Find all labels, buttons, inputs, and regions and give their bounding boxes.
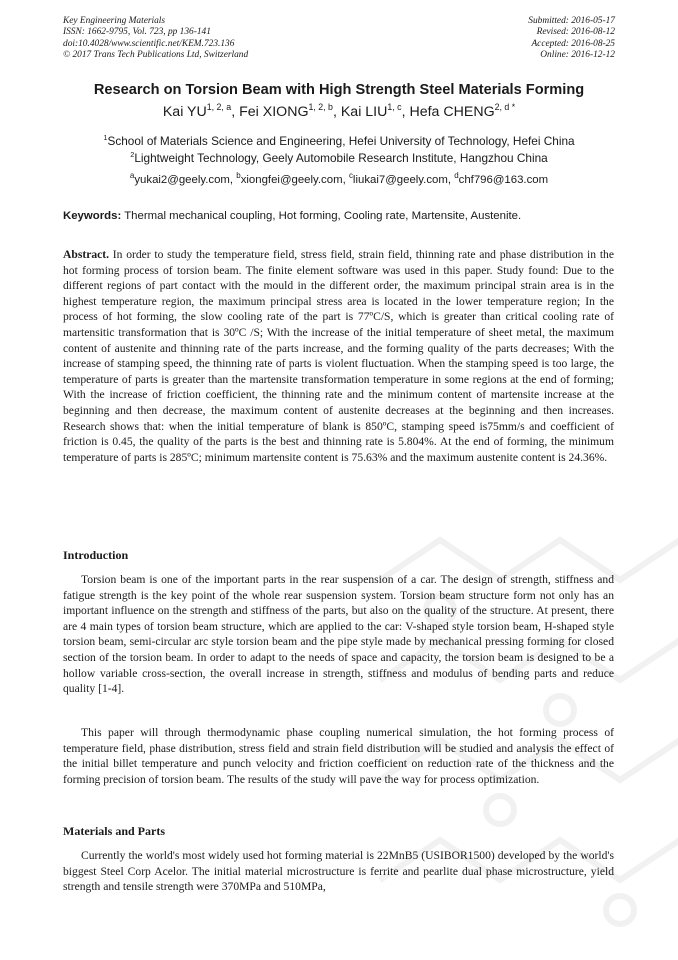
email-list: $^a$yukai2@geely.com, $^b$xiongfei@geely.com, $^c$liukai7@geely.com, $^d$chf796@163.com [129, 170, 549, 186]
doi-line: doi:10.4028/www.scientific.net/KEM.723.136 [63, 38, 235, 49]
author-affiliation-marker: 1, 2, a [206, 102, 232, 113]
journal-name: Key Engineering Materials [63, 16, 166, 26]
author-name: Fei XIONG [239, 104, 309, 120]
email-address: chf796@163.com [458, 174, 549, 186]
submitted-date: Submitted: 2016-05-17 [528, 16, 615, 26]
affiliation-text: School of Materials Science and Engineering, Hefei University of Technology, Hefei China [107, 134, 575, 148]
introduction-paragraph-1: Torsion beam is one of the important parts in the rear suspension of a car. The design of strength, stiffness and fatigue strength is the key point of the whole rear suspension system. Torsion beam structure form not only has an important influence on the strength and stiffness of the parts, but also on the quality of the structure. At present, there are 4 main types of torsion beam structure, which are applied to the car: V-shaped style torsion beam, H-shaped style torsion beam, semi-circular arc style torsion beam and the pipe style made by mechanical pressing forming for closed section of the torsion beam. In order to adapt to the needs of space and capacity, the torsion beam is designed to be a hollow variable cross-section, the overall increase in strength, stiffness and modulus of bending parts and reduce quality [1-4]. [63, 573, 614, 696]
email-address: yukai2@geely.com [134, 174, 230, 186]
author-list: Kai YU$^{1, 2, a}$, Fei XIONG$^{1, 2, b}$, Kai LIU$^{1, c}$, Hefa $CHENG^{2, d *}$ [162, 102, 516, 120]
keywords-label: Keywords: [63, 210, 122, 222]
paper-title: Research on Torsion Beam with High Strength Steel Materials Forming [93, 82, 585, 98]
email-marker: d [454, 170, 459, 180]
accepted-date: Accepted: 2016-08-25 [531, 38, 615, 49]
online-date: Online: 2016-12-12 [540, 49, 615, 60]
author-name: Kai YU [162, 104, 207, 120]
introduction-paragraph-2: This paper will through thermodynamic phase coupling numerical simulation, the hot forming process of temperature field, phase distribution, stress field and strain field distribution will be studied and analysis the effect of the initial billet temperature and punch velocity and friction coefficient on reduction rate of the thickness and the forming precision of torsion beam. The results of the study will pave the way for process optimization. [63, 726, 614, 786]
email-marker: a [129, 170, 135, 180]
email-marker: c [348, 170, 353, 180]
affiliation-marker: 2 [130, 150, 135, 160]
abstract-label: Abstract. [63, 248, 110, 261]
keywords [63, 210, 623, 222]
author-affiliation-marker: 2, d * [494, 102, 516, 113]
abstract [63, 247, 614, 465]
materials-heading: Materials and Parts [63, 824, 165, 838]
issn-line: ISSN: 1662-9795, Vol. 723, pp 136-141 [63, 27, 211, 38]
author-name: Kai LIU [340, 104, 388, 120]
author-name: Hefa CHENG [409, 104, 495, 120]
materials-paragraph: Currently the world's most widely used hot forming material is 22MnB5 (USIBOR1500) developed by the world's biggest Steel Corp Acelor. The initial material microstructure is ferrite and pearlite dual phase microstructure, yield strength and tensile strength were 370MPa and 510MPa, [63, 849, 614, 894]
affiliation-2 [0, 151, 678, 165]
keywords-text: Thermal mechanical coupling, Hot forming, Cooling rate, Martensite, Austenite. [124, 210, 522, 222]
copyright-line: © 2017 Trans Tech Publications Ltd, Switzerland [63, 49, 249, 60]
journal-info [63, 16, 248, 61]
affiliation-marker: 1 [103, 133, 108, 143]
affiliation-1 [0, 134, 678, 148]
email-marker: b [236, 170, 241, 180]
author-affiliation-marker: 1, 2, b [308, 102, 333, 113]
affiliation-text: Lightweight Technology, Geely Automobile Research Institute, Hangzhou China [134, 151, 548, 165]
revised-date: Revised: 2016-08-12 [536, 27, 615, 38]
email-address: xiongfei@geely.com [240, 174, 343, 186]
author-affiliation-marker: 1, c [387, 102, 402, 113]
introduction-heading: Introduction [63, 548, 129, 562]
publication-dates [528, 16, 615, 61]
abstract-text: In order to study the temperature field, stress field, strain field, thinning rate and phase distribution in the hot forming process of torsion beam. The finite element software was used in this paper. Study found: Due to the different regions of part contact with the mould in the different order, the maximum principal strain area is in the highest temperature region, the maximum principal stress area is located in the lower temperature region; In the process of hot forming, the slow cooling rate of the part is 77ºC/S, which is greater than critical cooling rate of martensitic transformation that is 30ºC /S; With the increase of the initial temperature of sheet metal, the maximum content of austenite and thinning rate of the parts increase, and the forming quality of the parts decreases; With the increase of stamping speed, the thinning rate of parts is violent fluctuation. When the stamping speed is too large, the temperature of parts is greater than the martensite transformation temperature in some regions at the end of forming; With the increase of friction coefficient, the thinning rate and the minimum content of martensite increase at the beginning and then decrease, the maximum content of austenite decreases at the beginning and then increases. Research shows that: when the initial temperature of blank is 850ºC, stamping speed is75mm/s and coefficient of friction is 0.45, the quality of the parts is the best and thinning rate is 5.804%. At the end of forming, the minimum temperature of parts is 285ºC; minimum martensite content is 75.63% and the maximum austenite content is 24.36%. [63, 248, 614, 464]
email-address: liukai7@geely.com [352, 174, 448, 186]
